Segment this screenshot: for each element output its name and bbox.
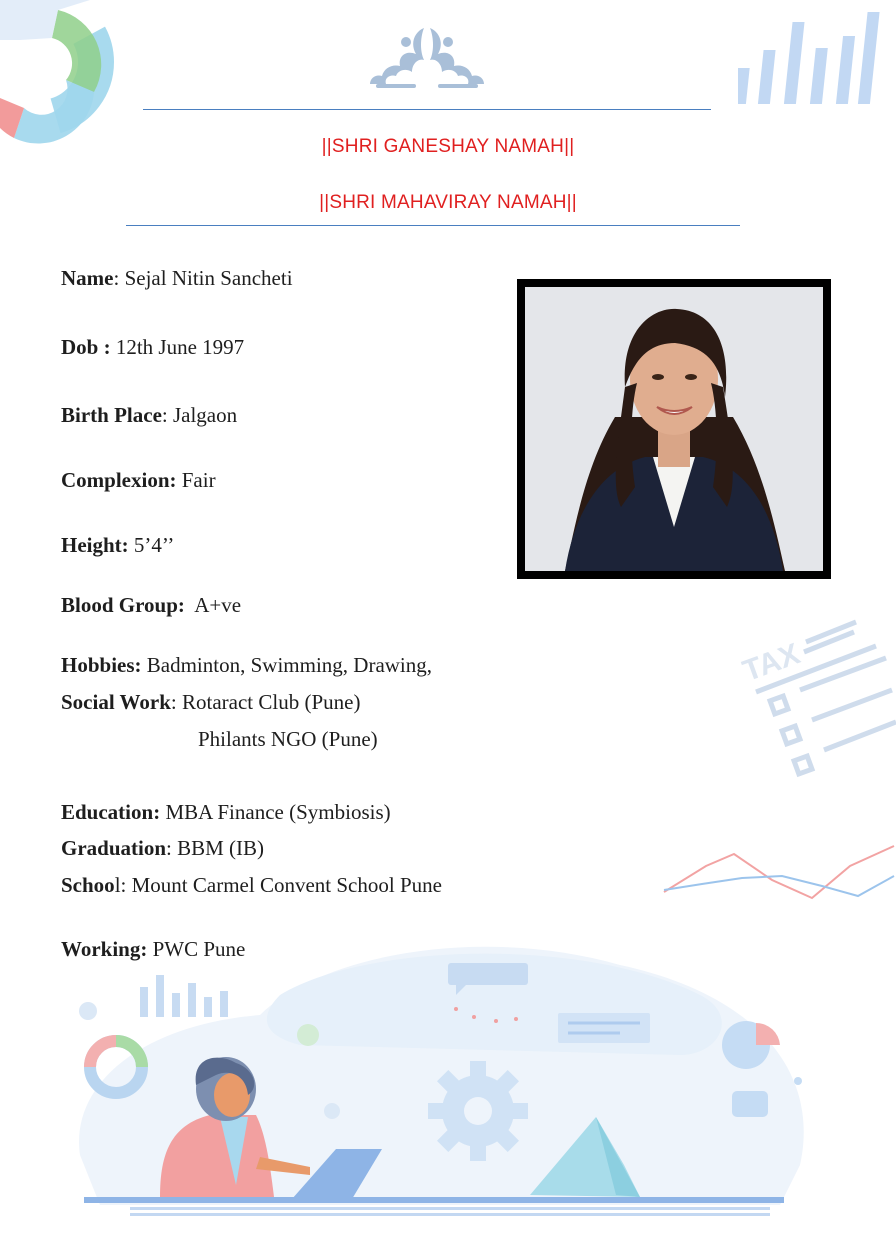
hobbies-value: Badminton, Swimming, Drawing, (146, 653, 433, 677)
portrait-illustration (525, 287, 823, 571)
graduation-field (61, 836, 264, 861)
working-value: PWC Pune (152, 937, 246, 961)
working-label: Working: (61, 937, 148, 961)
bottom-divider (126, 225, 740, 226)
social-work-field (61, 690, 360, 715)
woman-at-laptop-illustration (60, 935, 840, 1225)
profile-photo (517, 279, 831, 579)
social-work-sep: : (170, 690, 182, 714)
blood-group-sep (185, 593, 194, 617)
school-label: Schoo (61, 873, 115, 897)
birth-place-field (61, 403, 237, 428)
ornament-icon (366, 24, 488, 90)
graduation-sep: : (166, 836, 178, 860)
name-sep: : (113, 266, 125, 290)
complexion-value: Fair (181, 468, 216, 492)
blood-group-field (61, 593, 241, 618)
name-label: Name (61, 266, 114, 290)
blood-group-value: A+ve (194, 593, 242, 617)
education-value: MBA Finance (Symbiosis) (165, 800, 391, 824)
graduation-label: Graduation (61, 836, 167, 860)
top-divider (143, 109, 711, 110)
blood-group-label: Blood Group: (61, 593, 185, 617)
birth-place-sep: : (161, 403, 173, 427)
tax-label: TAX (738, 637, 805, 689)
tax-document-icon (736, 612, 896, 794)
bar-chart-icon (738, 8, 888, 108)
birth-place-label: Birth Place (61, 403, 162, 427)
name-value: Sejal Nitin Sancheti (124, 266, 293, 290)
hobbies-field (61, 653, 432, 678)
dob-value: 12th June 1997 (115, 335, 245, 359)
complexion-field (61, 468, 216, 493)
hobbies-label: Hobbies: (61, 653, 142, 677)
education-field (61, 800, 391, 825)
social-work-value: Rotaract Club (Pune) (181, 690, 361, 714)
height-field (61, 533, 174, 558)
school-label-rest: l (114, 873, 121, 897)
school-field (61, 873, 442, 898)
social-work-label: Social Work (61, 690, 171, 714)
height-label: Height: (61, 533, 129, 557)
dob-label: Dob : (61, 335, 111, 359)
line-chart-icon (662, 840, 896, 910)
education-label: Education: (61, 800, 161, 824)
school-value: Mount Carmel Convent School Pune (131, 873, 442, 897)
header-mahavir: ||SHRI MAHAVIRAY NAMAH|| (319, 192, 577, 213)
dob-field (61, 335, 244, 360)
name-field (61, 266, 293, 291)
height-value: 5’4’’ (133, 533, 175, 557)
social-work-value-2: Philants NGO (Pune) (198, 727, 378, 751)
complexion-label: Complexion: (61, 468, 177, 492)
header-ganesh: ||SHRI GANESHAY NAMAH|| (321, 136, 575, 157)
graduation-value: BBM (IB) (177, 836, 265, 860)
gear-icon (428, 1061, 528, 1161)
school-sep: : (120, 873, 132, 897)
birth-place-value: Jalgaon (172, 403, 238, 427)
